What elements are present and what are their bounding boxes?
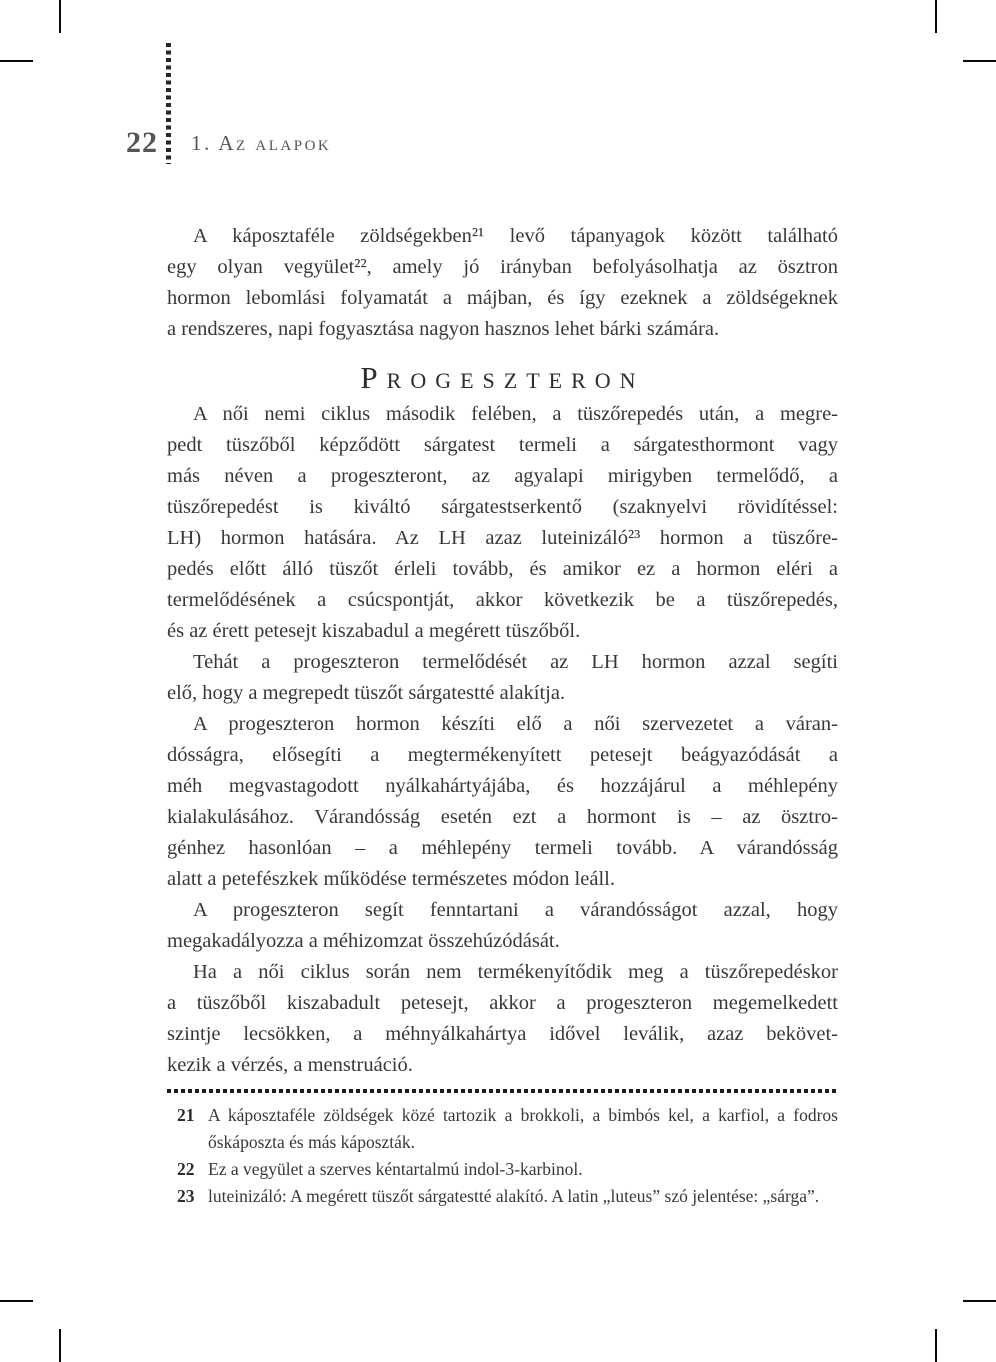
- paragraph-line: megakadályozza a méhizomzat összehúzódását.: [167, 930, 560, 952]
- paragraph-line: pedés előtt álló tüszőt érleli tovább, és amikor ez a hormon eléri a: [167, 558, 838, 580]
- paragraph-line: más néven a progeszteront, az agyalapi mirigyben termelődő, a: [167, 465, 838, 487]
- footnote-separator-rule: [167, 1089, 838, 1093]
- crop-mark-top-left-horizontal: [0, 60, 33, 62]
- footnote: [167, 1156, 838, 1183]
- footnote-number: 22: [177, 1158, 195, 1179]
- running-head: 1. Az alapok: [191, 131, 332, 155]
- footnotes-section: [167, 1089, 838, 1210]
- body-paragraph: [167, 895, 838, 957]
- paragraph-line: és az érett petesejt kiszabadul a megérett tüszőből.: [167, 620, 581, 642]
- paragraph-line: génhez hasonlóan – a méhlepény termeli tovább. A várandósság: [167, 837, 838, 859]
- paragraph-line: egy olyan vegyület²², amely jó irányban befolyásolhatja az ösztron: [167, 256, 838, 278]
- footnote-text: A káposztaféle zöldségek közé tartozik a brokkoli, a bimbós kel, a karfiol, a fodros őskáposzta és más káposzták.: [208, 1104, 838, 1152]
- paragraph-line: dósságra, elősegíti a megtermékenyített petesejt beágyazódását a: [167, 744, 838, 766]
- paragraph-line: A progeszteron hormon készíti elő a női szervezetet a váran-: [193, 713, 838, 735]
- paragraph-line: szintje lecsökken, a méhnyálkahártya idővel leválik, azaz bekövet-: [167, 1023, 838, 1045]
- paragraph-line: a tüszőből kiszabadult petesejt, akkor a progeszteron megemelkedett: [167, 992, 838, 1014]
- paragraph-line: tüszőrepedést is kiváltó sárgatestserkentő (szaknyelvi rövidítéssel:: [167, 496, 838, 518]
- paragraph-line: A női nemi ciklus második felében, a tüszőrepedés után, a megre-: [193, 403, 838, 425]
- paragraph-line: Tehát a progeszteron termelődését az LH hormon azzal segíti: [193, 651, 838, 673]
- paragraph-line: alatt a petefészkek működése természetes módon leáll.: [167, 868, 615, 890]
- paragraph-line: termelődésének a csúcspontját, akkor következik be a tüszőrepedés,: [167, 589, 838, 611]
- footnote-list: [167, 1102, 838, 1210]
- paragraph-line: a rendszeres, napi fogyasztása nagyon hasznos lehet bárki számára.: [167, 318, 720, 340]
- footnote-number: 21: [177, 1104, 195, 1125]
- body-paragraph: [167, 399, 838, 647]
- section-heading: Progeszteron: [360, 360, 645, 395]
- paragraph-line: kialakulásához. Várandósság esetén ezt a hormont is – az ösztro-: [167, 806, 838, 828]
- paragraph-line: hormon lebomlási folyamatát a májban, és így ezeknek a zöldségeknek: [167, 287, 838, 309]
- paragraph-line: pedt tüszőből képződött sárgatest termeli a sárgatesthormont vagy: [167, 434, 838, 456]
- paragraph-line: LH) hormon hatására. Az LH azaz luteinizáló²³ hormon a tüszőre-: [167, 527, 838, 549]
- body-paragraph: [167, 957, 838, 1081]
- crop-mark-bottom-left-vertical: [59, 1329, 61, 1362]
- crop-mark-top-left-vertical: [59, 0, 61, 33]
- paragraph-line: kezik a vérzés, a menstruáció.: [167, 1054, 413, 1076]
- page-number: 22: [126, 126, 158, 159]
- paragraph-line: méh megvastagodott nyálkahártyájába, és hozzájárul a méhlepény: [167, 775, 838, 797]
- body-content: [167, 221, 838, 1081]
- crop-mark-bottom-left-horizontal: [0, 1300, 33, 1302]
- crop-mark-top-right-horizontal: [963, 60, 996, 62]
- footnote: [167, 1102, 838, 1156]
- crop-mark-top-right-vertical: [935, 0, 937, 33]
- paragraph-line: A káposztaféle zöldségekben²¹ levő tápanyagok között található: [193, 225, 838, 247]
- paragraph-line: elő, hogy a megrepedt tüszőt sárgatestté alakítja.: [167, 682, 566, 704]
- footnote-number: 23: [177, 1185, 195, 1206]
- footnote-text: luteinizáló: A megérett tüszőt sárgatestté alakító. A latin „luteus” szó jelentése: „sárga”.: [208, 1185, 820, 1206]
- footnote-text: Ez a vegyület a szerves kéntartalmú indol-3-karbinol.: [208, 1158, 583, 1179]
- body-paragraph: [167, 709, 838, 895]
- header-dashed-rule: [166, 43, 171, 164]
- body-paragraph: [167, 221, 838, 345]
- crop-mark-bottom-right-horizontal: [963, 1300, 996, 1302]
- crop-mark-bottom-right-vertical: [935, 1329, 937, 1362]
- body-paragraph: [167, 647, 838, 709]
- paragraph-line: A progeszteron segít fenntartani a várandósságot azzal, hogy: [193, 899, 838, 921]
- footnote: [167, 1183, 838, 1210]
- paragraph-line: Ha a női ciklus során nem termékenyítődik meg a tüszőrepedéskor: [193, 961, 838, 983]
